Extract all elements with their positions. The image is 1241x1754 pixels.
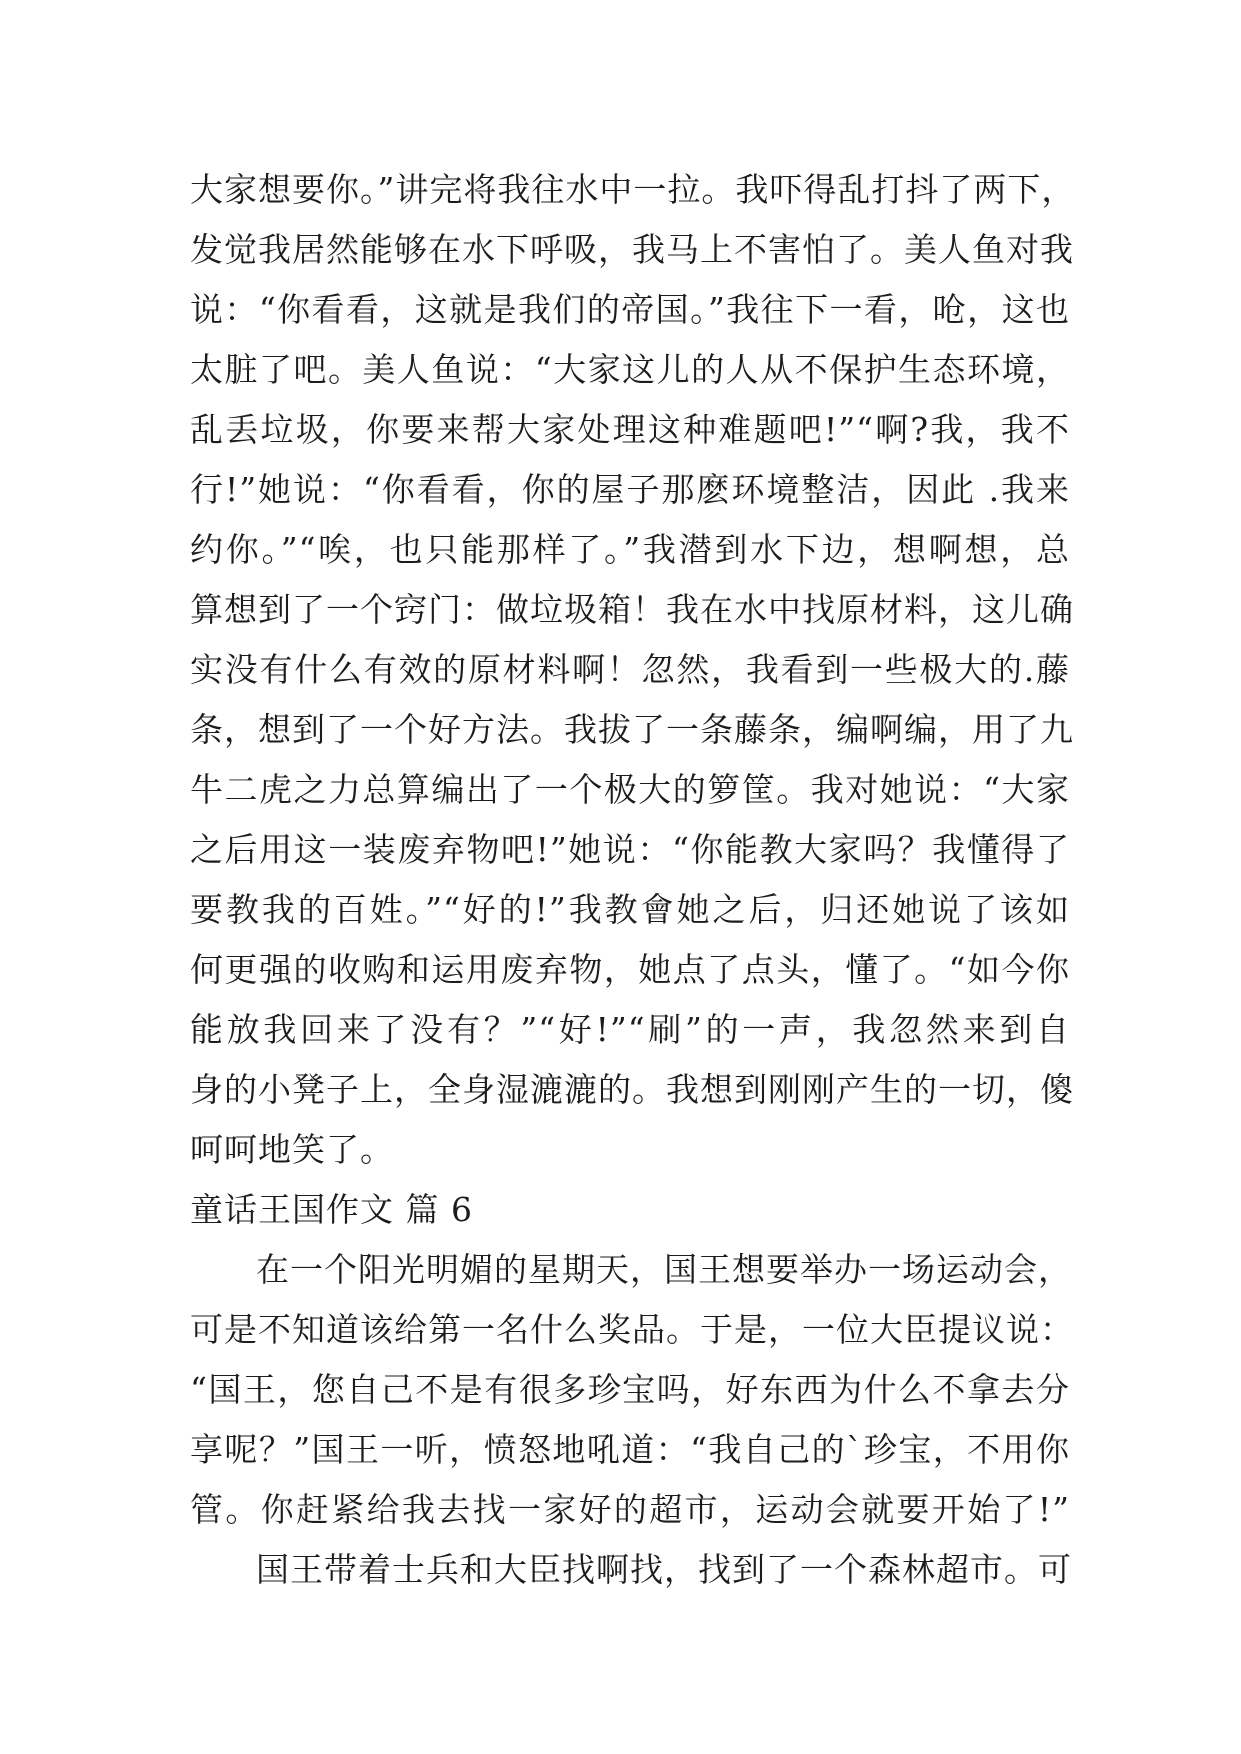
text-line: 乱丢垃圾，你要来帮大家处理这种难题吧!”“啊?我，我不 xyxy=(190,410,1070,449)
text-line: 可是不知道该给第一名什么奖品。于是，一位大臣提议说： xyxy=(190,1310,1074,1349)
text-line: 国王带着士兵和大臣找啊找，找到了一个森林超市。可 xyxy=(256,1550,1072,1589)
section-title: 童话王国作文 篇 6 xyxy=(190,1190,473,1229)
text-line: 何更强的收购和运用废弃物，她点了点头，懂了。“如今你 xyxy=(190,950,1070,989)
paragraph-mermaid-story xyxy=(190,160,1076,1180)
text-line: 之后用这一装废弃物吧!”她说：“你能教大家吗？我懂得了 xyxy=(190,830,1070,869)
paragraph-forest-supermarket xyxy=(190,1540,1070,1600)
text-line: 身的小凳子上，全身湿漉漉的。我想到刚刚产生的一切，傻 xyxy=(190,1070,1074,1109)
text-line: 管。你赶紧给我去找一家好的超市，运动会就要开始了!” xyxy=(190,1490,1070,1529)
text-line: 呵呵地笑了。 xyxy=(190,1130,394,1169)
text-line: 牛二虎之力总算编出了一个极大的箩筐。我对她说：“大家 xyxy=(190,770,1070,809)
text-line: 在一个阳光明媚的星期天，国王想要举办一场运动会， xyxy=(256,1250,1072,1289)
text-line: 条，想到了一个好方法。我拔了一条藤条，编啊编，用了九 xyxy=(190,710,1074,749)
text-line: 行!”她说：“你看看，你的屋子那麽环境整洁，因此 .我来 xyxy=(190,470,1070,509)
text-line: 大家想要你。”讲完将我往水中一拉。我吓得乱打抖了两下， xyxy=(190,170,1076,209)
document-body xyxy=(190,160,1076,1600)
text-line: “国王，您自己不是有很多珍宝吗，好东西为什么不拿去分 xyxy=(190,1370,1070,1409)
text-line: 说：“你看看，这就是我们的帝国。”我往下一看，呛，这也 xyxy=(190,290,1070,329)
paragraph-sports-meet xyxy=(190,1240,1074,1540)
text-line: 能放我回来了没有？”“好!”“刷”的一声，我忽然来到自 xyxy=(190,1010,1070,1049)
text-line: 要教我的百姓。”“好的!”我教會她之后，归还她说了该如 xyxy=(190,890,1070,929)
text-line: 太脏了吧。美人鱼说：“大家这儿的人从不保护生态环境， xyxy=(190,350,1070,389)
text-line: 实没有什么有效的原材料啊！忽然，我看到一些极大的.藤 xyxy=(190,650,1070,689)
text-line: 发觉我居然能够在水下呼吸，我马上不害怕了。美人鱼对我 xyxy=(190,230,1074,269)
text-line: 算想到了一个窍门：做垃圾箱！我在水中找原材料，这儿确 xyxy=(190,590,1074,629)
text-line: 享呢？”国王一听，愤怒地吼道：“我自己的`珍宝，不用你 xyxy=(190,1430,1070,1469)
text-line: 约你。”“唉，也只能那样了。”我潜到水下边，想啊想，总 xyxy=(190,530,1070,569)
